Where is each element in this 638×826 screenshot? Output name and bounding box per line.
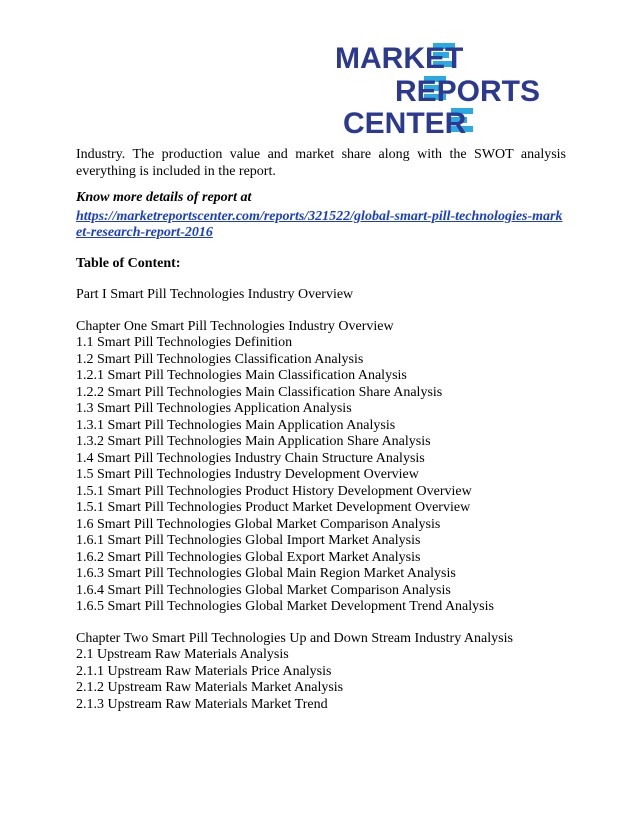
toc-item: 1.3.2 Smart Pill Technologies Main Application Share Analysis — [76, 434, 431, 449]
toc-item: 1.6.4 Smart Pill Technologies Global Market Comparison Analysis — [76, 582, 451, 598]
logo-line-3: CENTER — [343, 107, 467, 138]
more-details-label: Know more details of report at — [76, 190, 252, 205]
toc-item: 2.1 Upstream Raw Materials Analysis — [76, 647, 289, 662]
toc-item: 1.6.2 Smart Pill Technologies Global Export Market Analysis — [76, 549, 421, 565]
toc-title: Table of Content: — [76, 255, 181, 271]
toc-item: 1.5 Smart Pill Technologies Industry Development Overview — [76, 467, 419, 482]
document-body — [76, 147, 566, 713]
toc-item: 1.2.1 Smart Pill Technologies Main Classification Analysis — [76, 368, 407, 383]
market-reports-center-logo — [333, 38, 563, 138]
toc-item: 1.6.1 Smart Pill Technologies Global Import Market Analysis — [76, 533, 421, 548]
toc-item: 1.5.1 Smart Pill Technologies Product Market Development Overview — [76, 500, 471, 515]
logo-graphic — [333, 38, 563, 138]
toc-item: 1.6.3 Smart Pill Technologies Global Main Region Market Analysis — [76, 566, 456, 581]
logo-line-1: MARKET — [335, 42, 464, 75]
chapter-one-title: Chapter One Smart Pill Technologies Industry Overview — [76, 318, 394, 334]
toc-item: 1.6 Smart Pill Technologies Global Market Comparison Analysis — [76, 516, 441, 532]
toc-item: 2.1.1 Upstream Raw Materials Price Analysis — [76, 663, 332, 679]
toc-item: 1.4 Smart Pill Technologies Industry Chain Structure Analysis — [76, 450, 425, 466]
toc-item: 1.6.5 Smart Pill Technologies Global Market Development Trend Analysis — [76, 599, 494, 614]
toc-item: 2.1.2 Upstream Raw Materials Market Analysis — [76, 680, 344, 695]
toc-item: 2.1.3 Upstream Raw Materials Market Trend — [76, 696, 328, 712]
toc-item: 1.3 Smart Pill Technologies Application Analysis — [76, 401, 352, 416]
chapter-two-items — [76, 647, 566, 713]
toc-item: 1.5.1 Smart Pill Technologies Product History Development Overview — [76, 483, 472, 499]
logo-line-2: REPORTS — [395, 75, 541, 108]
toc-item: 1.2.2 Smart Pill Technologies Main Classification Share Analysis — [76, 384, 443, 400]
part-title: Part I Smart Pill Technologies Industry Overview — [76, 287, 354, 302]
toc-item: 1.2 Smart Pill Technologies Classification Analysis — [76, 351, 364, 367]
intro-paragraph: Industry. The production value and market share along with the SWOT analysis everything is included in the report. — [76, 147, 566, 179]
report-link[interactable]: https://marketreportscenter.com/reports/321522/global-smart-pill-technologies-market-research-report-2016 — [76, 208, 563, 240]
toc-item: 1.3.1 Smart Pill Technologies Main Application Analysis — [76, 417, 396, 433]
chapter-two-title: Chapter Two Smart Pill Technologies Up and Down Stream Industry Analysis — [76, 630, 513, 646]
toc-item: 1.1 Smart Pill Technologies Definition — [76, 335, 293, 350]
chapter-one — [76, 319, 566, 616]
chapter-one-items — [76, 335, 566, 616]
chapter-two — [76, 631, 566, 714]
